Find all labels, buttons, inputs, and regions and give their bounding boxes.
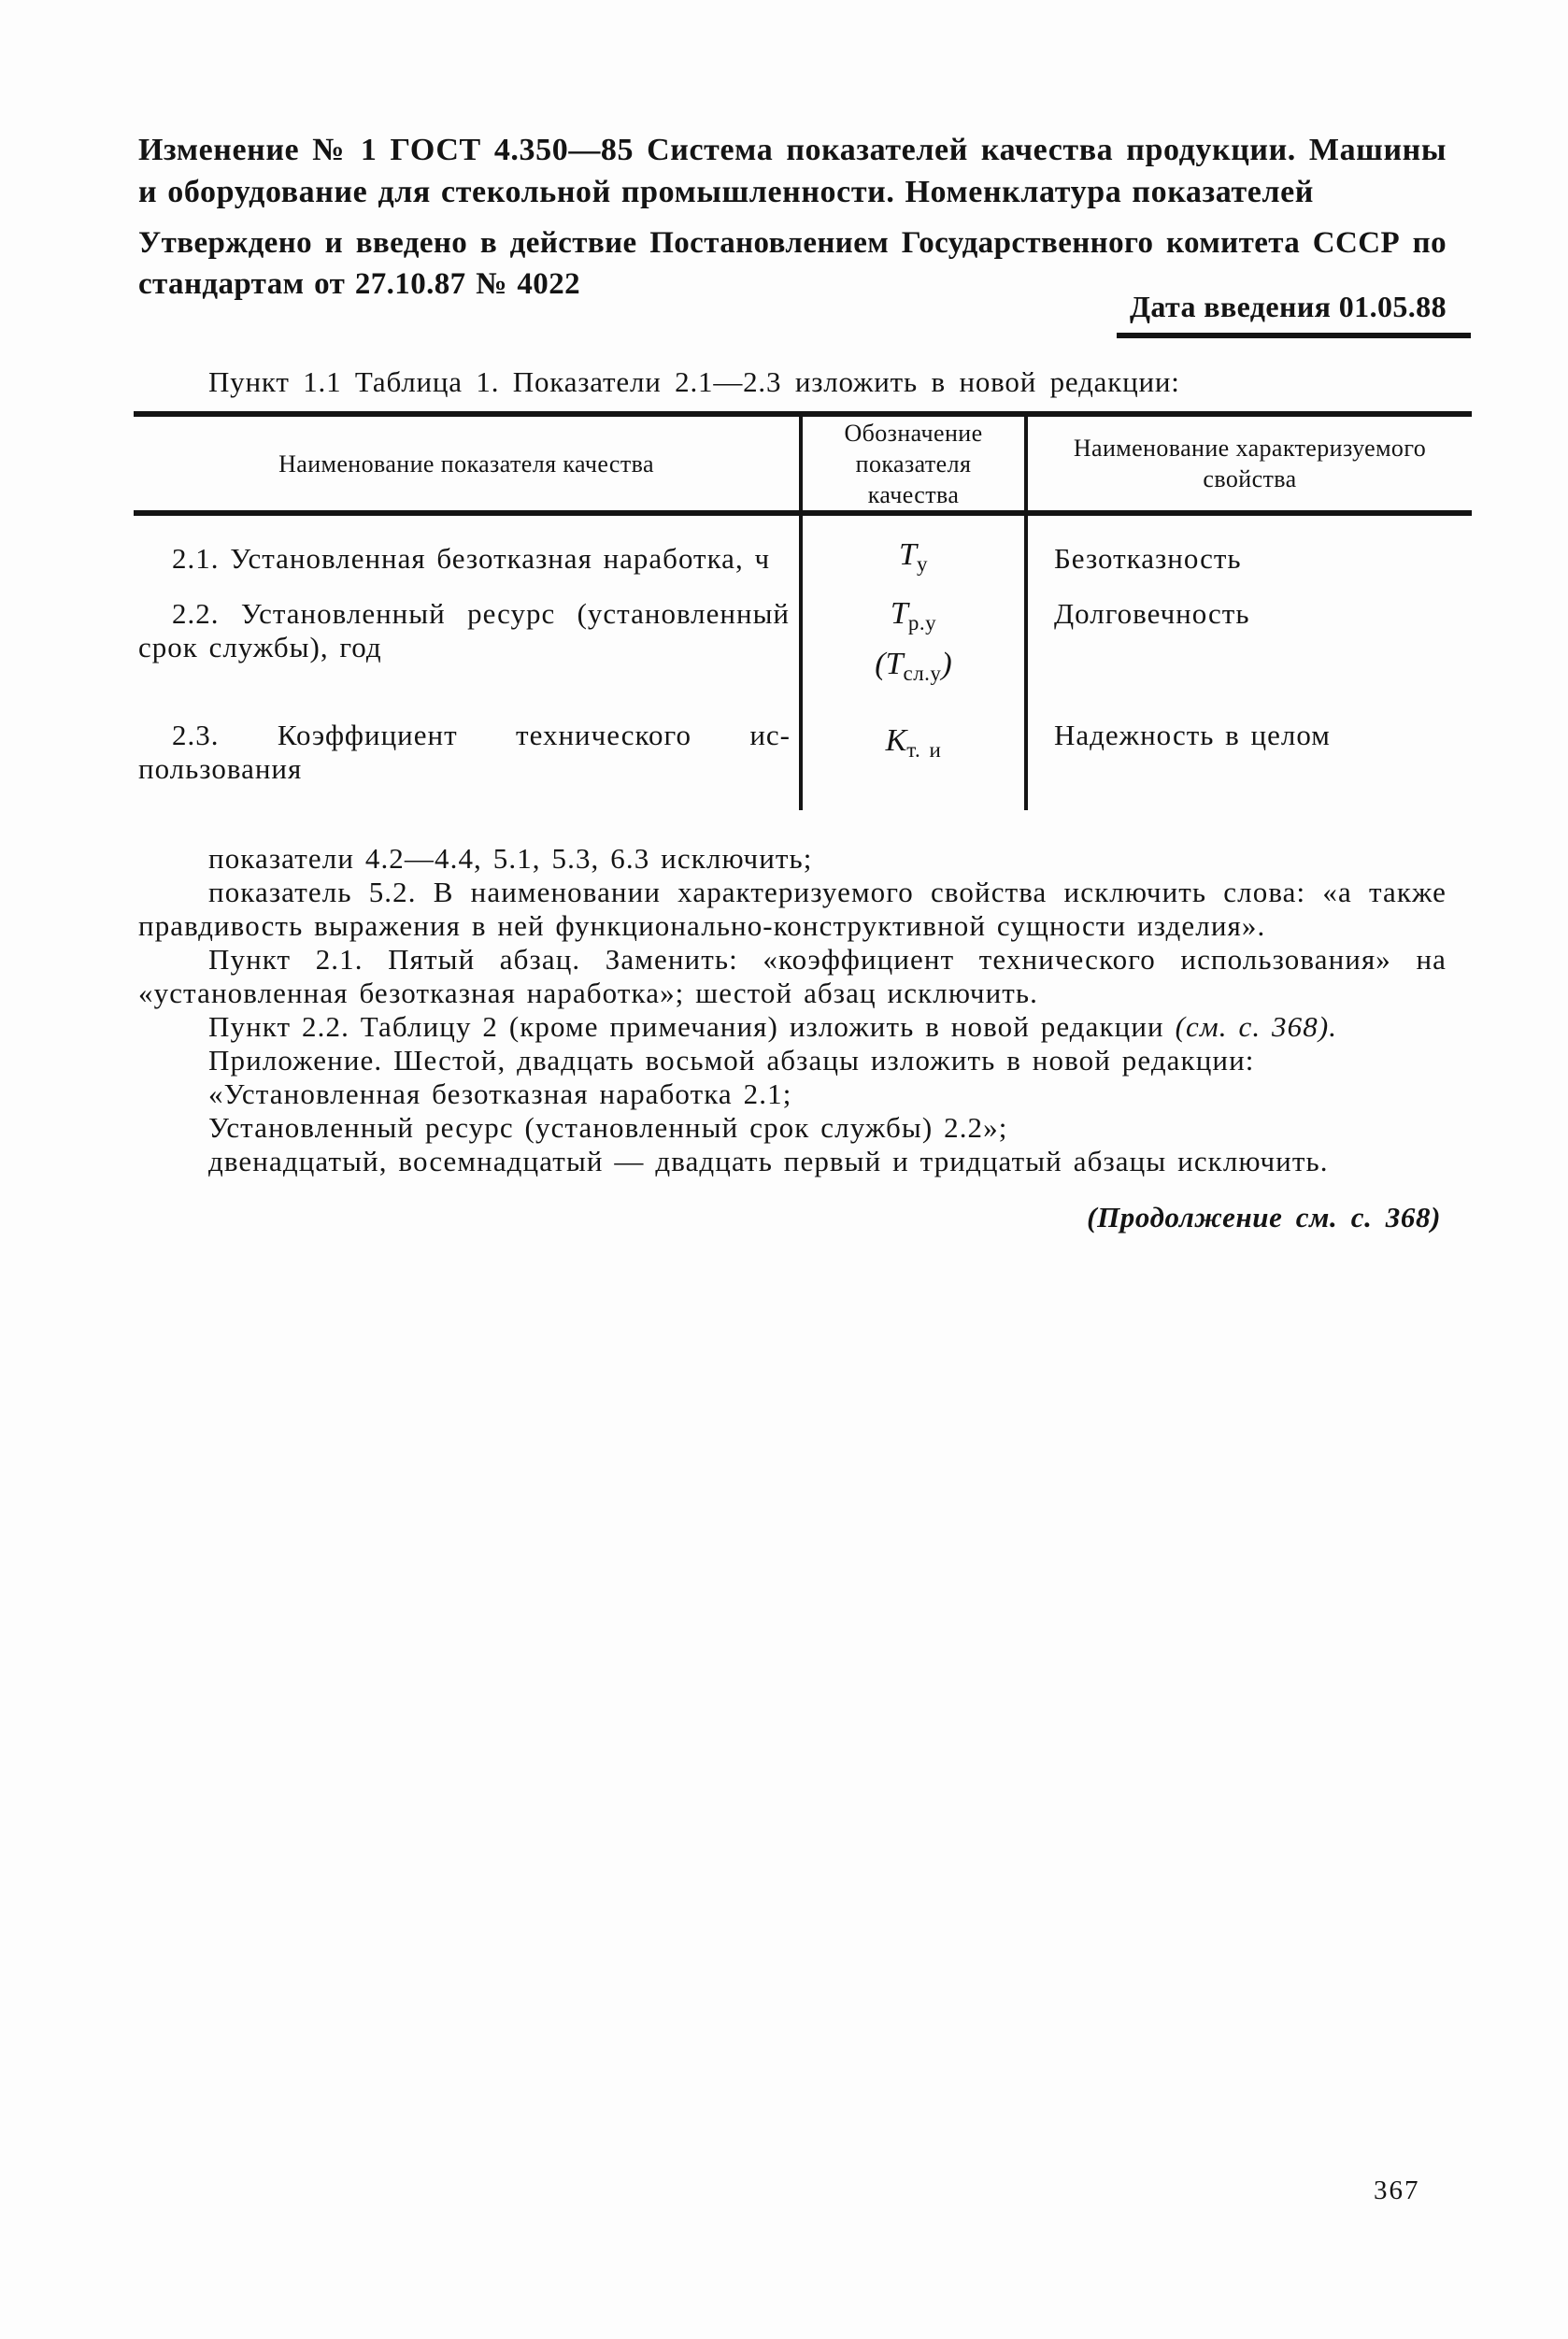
property-name-cell: Надежность в целом xyxy=(1054,718,1331,751)
indicator-symbol-cell xyxy=(801,513,1026,582)
symbol-subscript: р.у xyxy=(907,611,937,635)
empty-cell xyxy=(801,786,1026,810)
quality-symbol xyxy=(899,537,928,577)
quality-symbol xyxy=(885,722,942,762)
indicator-symbol-cell xyxy=(801,582,1026,695)
empty-cell xyxy=(134,786,801,810)
body-paragraph xyxy=(138,1010,1447,1044)
empty-cell xyxy=(1026,786,1472,810)
indicator-symbol-cell xyxy=(801,696,1026,786)
table-rule-extension-row xyxy=(134,786,1472,810)
approval-paragraph: Утверждено и введено в действие Постановлением Государственного комитета СССР по стандартам от 27.10.87 № 4022 xyxy=(138,226,1447,301)
indicators-table xyxy=(134,411,1472,810)
indicator-name-cell: 2.3. Коэффициент технического использования xyxy=(134,696,801,786)
intro-paragraph: Пункт 1.1 Таблица 1. Показатели 2.1—2.3 изложить в новой редакции: xyxy=(208,365,1180,398)
quality-symbol xyxy=(804,593,1023,644)
symbol-subscript: сл.у xyxy=(903,662,942,686)
body-paragraph: «Установленная безотказная наработка 2.1; xyxy=(208,1077,792,1110)
body-paragraph: показатели 4.2—4.4, 5.1, 5.3, 6.3 исключить; xyxy=(208,841,813,875)
property-name-cell: Безотказность xyxy=(1054,542,1242,575)
document-title: Изменение № 1 ГОСТ 4.350—85 Система показателей качества продукции. Машины и оборудование для стекольной промышленности. Номенклатура показателей xyxy=(138,133,1447,209)
document-content xyxy=(138,0,1447,1234)
symbol-subscript: т. и xyxy=(906,737,942,762)
symbol-close-paren: ) xyxy=(941,647,952,682)
symbol-letter: (Т xyxy=(875,647,904,682)
indicator-name-cell: 2.1. Установленная безотказная наработка, ч xyxy=(134,513,801,582)
header-property-name: Наименование характеризуемого свойства xyxy=(1026,414,1472,513)
amendment-paragraphs xyxy=(138,842,1447,1178)
indicator-name-cell: 2.2. Установленный ресурс (установленный срок службы), год xyxy=(134,582,801,695)
header-indicator-symbol: Обозначение показателя качества xyxy=(801,414,1026,513)
symbol-letter: Т xyxy=(890,596,908,632)
body-paragraph: Приложение. Шестой, двадцать восьмой абзацы изложить в новой редакции: xyxy=(208,1043,1255,1077)
table-row xyxy=(134,513,1472,582)
body-paragraph: Пункт 2.1. Пятый абзац. Заменить: «коэффициент технического использования» на «установленная безотказная наработка»; шестой абзац исключить. xyxy=(138,942,1447,1009)
effective-date: Дата введения 01.05.88 xyxy=(1117,290,1471,338)
paragraph-text: Пункт 2.2. Таблицу 2 (кроме примечания) изложить в новой редакции xyxy=(208,1009,1176,1043)
symbol-letter: Т xyxy=(899,537,917,572)
body-paragraph: показатель 5.2. В наименовании характеризуемого свойства исключить слова: «а также правдивость выражения в ней функционально-конструктивной сущности изделия». xyxy=(138,875,1447,942)
see-page-reference: (см. с. 368). xyxy=(1175,1009,1338,1043)
table-row xyxy=(134,582,1472,695)
table-header-row xyxy=(134,414,1472,513)
table-row xyxy=(134,696,1472,786)
body-paragraph: Установленный ресурс (установленный срок службы) 2.2»; xyxy=(208,1110,1008,1144)
symbol-letter: К xyxy=(885,722,907,758)
body-paragraph: двенадцатый, восемнадцатый — двадцать первый и тридцатый абзацы исключить. xyxy=(208,1144,1329,1177)
page-number: 367 xyxy=(1374,2175,1420,2205)
continuation-note: (Продолжение см. с. 368) xyxy=(1087,1200,1441,1234)
symbol-subscript: у xyxy=(916,552,928,577)
quality-symbol-alternate xyxy=(804,644,1023,694)
header-indicator-name: Наименование показателя качества xyxy=(134,414,801,513)
property-name-cell: Долговечность xyxy=(1054,597,1250,631)
